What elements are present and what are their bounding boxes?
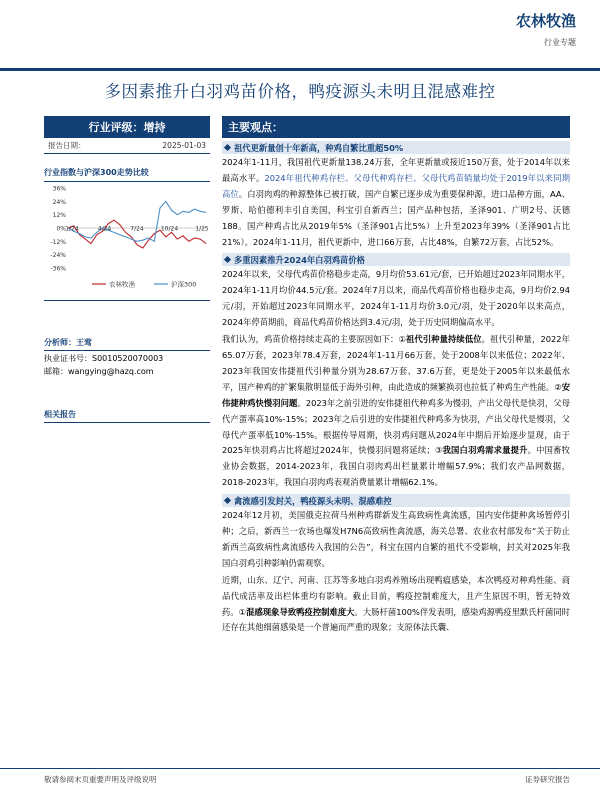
p2-text-d: 。2023年之前引进的安伟捷祖代种鸡多为慢羽，产出父母代是快羽，父母代产蛋率高10%-15%；2023年之后引进的安伟捷祖代种鸡多为快羽，产出父母代是慢羽，父母代产蛋率低10%-15%。根据传导周期，快羽鸡问题从2024年中期后开始逐步显现，由于2025年快羽鸡占比将超过2024年，快慢羽问题将延续；③ xyxy=(222,397,570,456)
paragraph-2 xyxy=(222,267,570,331)
y-tick-label: 24% xyxy=(52,198,66,206)
p1-text-a: 2024年1-11月，我国祖代更新量138.24万套，全年更新量或接近150万套，处于2014年以来最高水平。 xyxy=(222,157,570,183)
analyst-email[interactable]: 邮箱：wangying@hazq.com xyxy=(44,367,154,376)
x-tick-label: 1/24 xyxy=(65,225,79,233)
key-points-heading: 主要观点： xyxy=(222,116,570,138)
legend-label: 农林牧渔 xyxy=(109,280,135,289)
index-comparison-chart xyxy=(44,184,210,294)
report-title: 多因素推升白羽鸡苗价格，鸭疫源头未明且混感难控 xyxy=(104,82,496,101)
series-line-agri xyxy=(68,220,206,248)
p2-bold-1: 祖代引种量持续低位 xyxy=(406,334,482,345)
p2-text-e: 。中国畜牧业协会数据，2014-2023年，我国白羽肉鸡出栏量累计增幅57.9%；我们农产品网数据，2018-2023年，我国白羽肉鸡表观消费量累计增幅62.1%。 xyxy=(222,445,570,488)
p3-text-b: 近期，山东、辽宁、河南、江苏等多地白羽鸡养殖场出现鸭瘟感染，本次鸭疫对种鸡性能、商品代成活率及出栏体重均有影响。截止目前，鸭疫控制难度大，且产生原因不明，暂无特效药。① xyxy=(222,574,570,617)
left-sidebar xyxy=(44,116,210,423)
p2-text-b: 我们认为，鸡苗价格持续走高的主要原因如下：① xyxy=(222,334,407,345)
y-tick-label: 12% xyxy=(52,212,66,220)
p3-text-c: 。大肠杆菌100%伴发表明，感染鸡源鸭疫里默氏杆菌同时还存在其他细菌感染是一个普遍而严重的现象；支原体法氏囊、 xyxy=(222,606,570,633)
paragraph-1 xyxy=(222,155,570,250)
report-date-label: 报告日期： xyxy=(48,141,86,150)
related-reports-heading: 相关报告 xyxy=(44,409,210,423)
section-heading-2 xyxy=(222,253,570,266)
x-tick-label: 4/24 xyxy=(97,225,112,233)
x-tick-label: 10/24 xyxy=(160,225,179,233)
y-tick-label: -12% xyxy=(50,238,66,246)
x-tick-label: 7/24 xyxy=(130,225,144,233)
section-heading-1-text: 祖代更新量创十年新高，种鸡自繁比重超50% xyxy=(234,142,404,153)
main-content xyxy=(222,116,570,636)
diamond-bullet-icon xyxy=(224,256,231,263)
paragraph-2b xyxy=(222,332,570,491)
p3-text-a: 2024年12月初，美国俄克拉荷马州种鸡群新发生高致病性禽流感，国内安伟捷种禽场暂停引种；之后，新西兰一农场也爆发H7N6高致病性禽流感，海关总署、农业农村部发布“关于防止新西兰高致病性禽流感传入我国的公告”，科宝在国内自繁的祖代不受影响，封关对2025年我国白羽鸡引种影响仍需观察。 xyxy=(222,510,570,568)
p1-text-b: 。白羽肉鸡的种源整体已被打破，国产自繁已逐步成为重要保种源，进口品种方面，AA、罗斯、哈伯德利丰引自美国，科宝引自新西兰；国产品种包括，圣泽901、广明2号、沃德188。国产种鸡占比从2019年5%（圣泽901占比5%）上升至2023年39%（圣泽901占比21%）。2024年1-11月，祖代更新中，进口66万套，占比48%，自繁72万套，占比52%。 xyxy=(222,188,570,247)
p2-bold-2: 安伟捷种鸡快慢羽问题 xyxy=(222,381,570,408)
header-divider xyxy=(0,68,600,71)
y-tick-label: 36% xyxy=(52,185,66,193)
p3-bold-1: 混感现象导致鸭疫控制难度大 xyxy=(246,606,355,617)
footer-disclaimer: 敬请参阅末页重要声明及评级说明 xyxy=(44,775,157,784)
chart-divider xyxy=(44,300,210,301)
p2-text-a: 2024年以来，父母代鸡苗价格稳步走高，9月均价53.61元/套，已开始超过2023年同期水平，2024年1-11月均价44.5元/套。2024年7月以来，商品代鸡苗价格也稳步走高，9月均价2.94元/羽，开始超过2023年同期水平，2024年1-11月均价3.0元/羽，处于2020年以来高点，2024年停苗期前，商品代鸡苗价格达到3.4元/羽，处于历史同期偏高水平。 xyxy=(222,269,570,328)
diamond-bullet-icon xyxy=(224,497,231,504)
y-tick-label: 0% xyxy=(56,225,66,233)
section-heading-3 xyxy=(222,494,570,507)
paragraph-3 xyxy=(222,508,570,572)
sector-name: 农林牧渔 xyxy=(515,12,576,30)
x-tick-label: 1/25 xyxy=(195,225,209,233)
analyst-name: 分析师：王莺 xyxy=(44,337,210,351)
diamond-bullet-icon xyxy=(224,144,231,151)
p2-text-c: 。祖代引种量，2022年65.07万套，2023年78.4万套，2024年1-11月66万套，处于2008年以来低位；2022年、2023年我国安伟捷祖代引种量分别为28.67万套、37.6万套，更是处于2005年以来最低水平，国产种鸡的扩繁集散明显低于海外引种，由此造成的频繁换羽也拉低了种鸡生产性能。② xyxy=(222,334,570,392)
legend-label: 沪深300 xyxy=(171,280,197,289)
series-line-csi300 xyxy=(68,201,206,241)
footer-report-type: 证券研究报告 xyxy=(525,775,570,784)
analyst-cert: 执业证书号：S0010520070003 xyxy=(44,354,164,363)
chart-title: 行业指数与沪深300走势比较 xyxy=(44,167,210,182)
report-header xyxy=(516,10,576,48)
p2-bold-3: 我国白羽鸡需求量提升 xyxy=(442,445,528,456)
section-heading-3-text: 禽流感引发封关，鸭疫源头未明、混感难控 xyxy=(234,495,392,506)
report-date-row xyxy=(44,138,210,154)
section-heading-1 xyxy=(222,141,570,154)
industry-rating: 行业评级：增持 xyxy=(44,116,210,138)
report-date-value: 2025-01-03 xyxy=(162,141,206,150)
section-heading-2-text: 多重因素推升2024年白羽鸡苗价格 xyxy=(234,254,365,265)
report-type: 行业专题 xyxy=(544,38,576,47)
paragraph-3b xyxy=(222,573,570,637)
footer-divider xyxy=(0,768,600,769)
p1-highlight: 2024年祖代种鸡存栏、父母代种鸡存栏、父母代鸡苗销量均处于2019年以来同期高位 xyxy=(222,172,570,199)
y-tick-label: -24% xyxy=(50,252,66,260)
y-tick-label: -36% xyxy=(50,265,66,273)
